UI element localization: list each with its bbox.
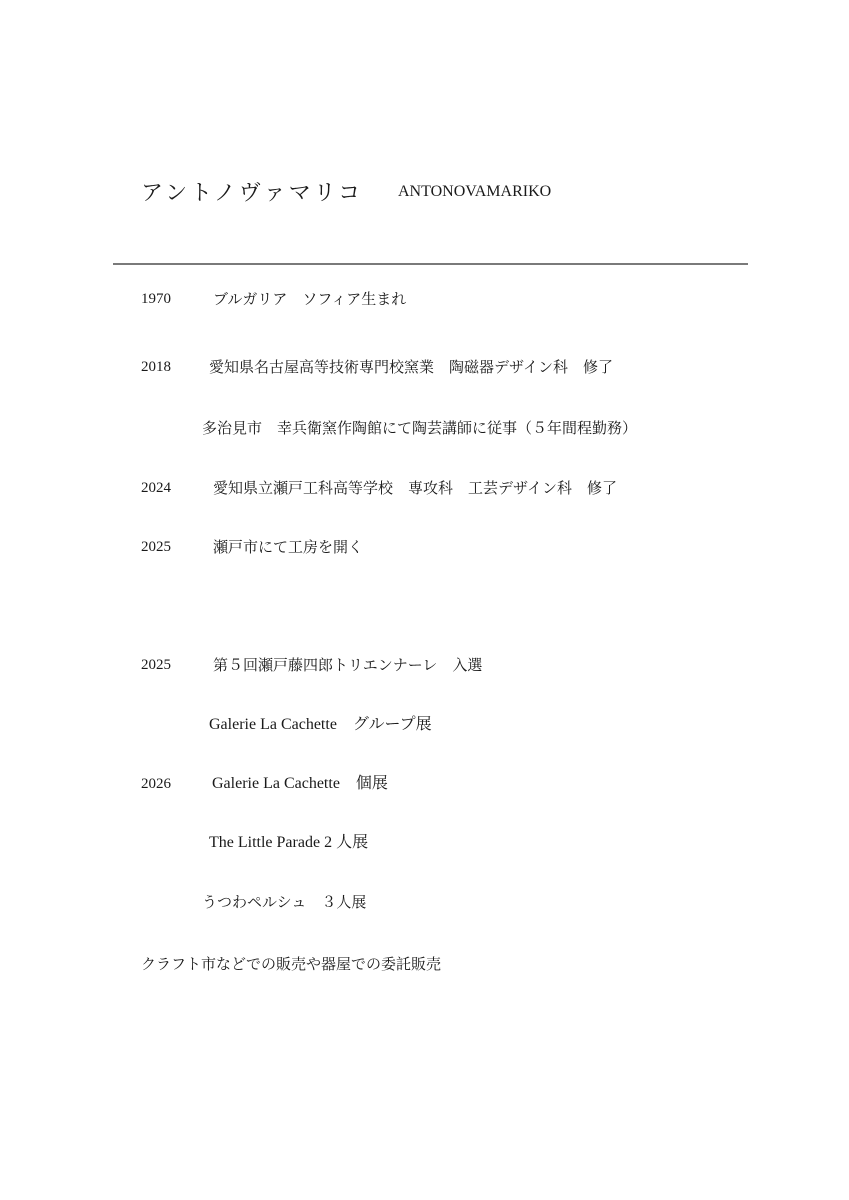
exhibition-text: Galerie La Cachette 個展 [212, 775, 388, 792]
history-text: 瀬戸市にて工房を開く [213, 538, 364, 556]
exhibition-text: The Little Parade 2 人展 [209, 834, 369, 851]
exhibition-text: 第５回瀬戸藤四郎トリエンナーレ 入選 [213, 656, 483, 674]
history-text: 愛知県立瀬戸工科高等学校 専攻科 工芸デザイン科 修了 [213, 479, 617, 497]
sales-note: クラフト市などでの販売や器屋での委託販売 [141, 955, 442, 973]
header-divider [113, 263, 748, 265]
history-text: ブルガリア ソフィア生まれ [213, 290, 407, 308]
artist-name-english: ANTONOVAMARIKO [398, 183, 552, 200]
exhibition-year: 2026 [141, 776, 171, 792]
history-text: 多治見市 幸兵衛窯作陶館にて陶芸講師に従事（５年間程勤務） [202, 419, 638, 437]
history-text: 愛知県名古屋高等技術専門校窯業 陶磁器デザイン科 修了 [209, 358, 613, 376]
exhibition-text: Galerie La Cachette グループ展 [209, 716, 432, 733]
exhibition-text: うつわペルシュ ３人展 [202, 893, 367, 911]
history-year: 2024 [141, 480, 171, 496]
exhibition-year: 2025 [141, 657, 171, 673]
history-year: 2018 [141, 359, 171, 375]
history-year: 2025 [141, 539, 171, 555]
history-year: 1970 [141, 291, 171, 307]
artist-name-japanese: アントノヴァマリコ [141, 181, 364, 206]
